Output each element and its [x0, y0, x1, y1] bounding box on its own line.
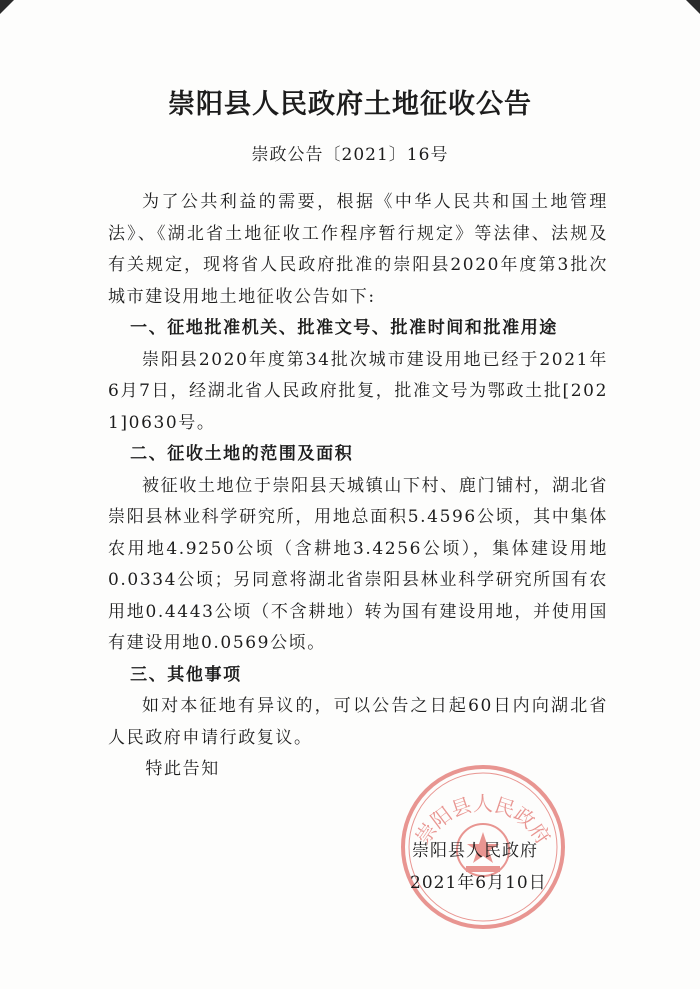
- scan-corner-right: [686, 0, 700, 14]
- section-text-scope: 被征收土地位于崇阳县天城镇山下村、鹿门铺村，湖北省崇阳县林业科学研究所，用地总面积5.4596公顷，其中集体农用地4.9250公顷（含耕地3.4256公顷），集体建设用地0.0334公顷；另同意将湖北省崇阳县林业科学研究所国有农用地0.4443公顷（不含耕地）转为国有建设用地，并使用国有建设用地0.0569公顷。: [108, 475, 608, 653]
- section-heading-other: 三、其他事项: [130, 664, 242, 685]
- section-text-other: 如对本征地有异议的，可以公告之日起60日内向湖北省人民政府申请行政复议。: [108, 696, 608, 748]
- document-body: [108, 187, 608, 786]
- scan-corner-left: [0, 0, 14, 14]
- issue-date: 2021年6月10日: [410, 873, 547, 893]
- document-number: 崇政公告〔2021〕16号: [251, 145, 449, 165]
- closing-remark: 特此告知: [145, 759, 220, 779]
- seal-text: 崇阳县人民政府: [410, 791, 556, 849]
- document-title: 崇阳县人民政府土地征收公告: [168, 89, 532, 120]
- section-heading-scope: 二、征收土地的范围及面积: [130, 444, 354, 464]
- section-heading-approval: 一、征地批准机关、批准文号、批准时间和批准用途: [130, 318, 558, 338]
- issuer-name: 崇阳县人民政府: [412, 841, 538, 861]
- section-text-approval: 崇阳县2020年度第34批次城市建设用地已经于2021年6月7日，经湖北省人民政府批复，批准文号为鄂政土批[2021]0630号。: [108, 349, 608, 433]
- intro-paragraph: 为了公共利益的需要，根据《中华人民共和国土地管理法》、《湖北省土地征收工作程序暂行规定》等法律、法规及有关规定，现将省人民政府批准的崇阳县2020年度第3批次城市建设用地土地征收公告如下:: [108, 192, 608, 307]
